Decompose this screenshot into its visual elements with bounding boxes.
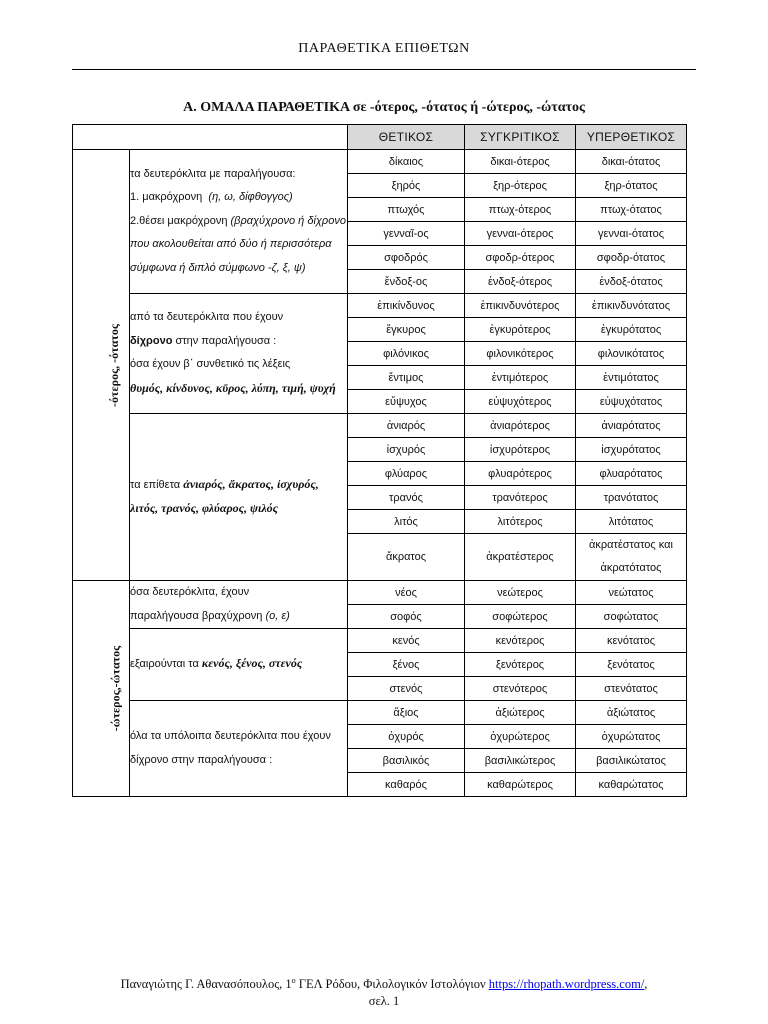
comparative-cell: ἀνιαρότερος <box>465 414 576 438</box>
comparative-cell: φιλονικότερος <box>465 342 576 366</box>
comparative-cell: ἐντιμότερος <box>465 366 576 390</box>
comparative-cell: ἰσχυρότερος <box>465 438 576 462</box>
comparative-cell: σοφώτερος <box>465 605 576 629</box>
superlative-cell: φλυαρότατος <box>576 462 687 486</box>
positive-cell: δίκαιος <box>348 150 465 174</box>
column-header-superlative: ΥΠΕΡΘΕΤΙΚΟΣ <box>576 125 687 150</box>
group-label-oteros: -ότερος, -ότατος <box>73 150 130 581</box>
comparative-cell: καθαρώτερος <box>465 773 576 797</box>
superlative-cell: γενναι-ότατος <box>576 222 687 246</box>
superlative-cell: ξηρ-ότατος <box>576 174 687 198</box>
comparative-cell: πτωχ-ότερος <box>465 198 576 222</box>
table-row <box>73 701 687 725</box>
rule-description: εξαιρούνται τα κενός, ξένος, στενός <box>130 629 348 701</box>
rule-description: όσα δευτερόκλιτα, έχουν παραλήγουσα βραχύχρονη (ο, ε) <box>130 581 348 629</box>
blog-link[interactable]: https://rhopath.wordpress.com/ <box>488 977 645 992</box>
comparative-cell: ἀκρατέστερος <box>465 534 576 581</box>
comparative-cell: στενότερος <box>465 677 576 701</box>
comparative-cell: ἐγκυρότερος <box>465 318 576 342</box>
positive-cell: ἀνιαρός <box>348 414 465 438</box>
table-row <box>73 150 687 174</box>
adjective-table <box>72 124 687 797</box>
superlative-cell: στενότατος <box>576 677 687 701</box>
superlative-cell: ὀχυρώτατος <box>576 725 687 749</box>
comparative-cell: ἐνδοξ-ότερος <box>465 270 576 294</box>
positive-cell: νέος <box>348 581 465 605</box>
comparative-cell: ἐπικινδυνότερος <box>465 294 576 318</box>
superlative-cell: δικαι-ότατος <box>576 150 687 174</box>
table-header-row <box>73 125 687 150</box>
positive-cell: τρανός <box>348 486 465 510</box>
table-row <box>73 581 687 605</box>
rule-description: τα δευτερόκλιτα με παραλήγουσα: 1. μακρόχρονη (η, ω, δίφθογγος) 2.θέσει μακρόχρονη (βραχύχρονο ή δίχρονο που ακολουθείται από δύο ή περισσότερα σύμφωνα ή διπλό σύμφωνο -ζ, ξ, ψ) <box>130 150 348 294</box>
comparative-cell: δικαι-ότερος <box>465 150 576 174</box>
comparative-cell: γενναι-ότερος <box>465 222 576 246</box>
positive-cell: σοφός <box>348 605 465 629</box>
positive-cell: πτωχός <box>348 198 465 222</box>
column-header-positive: ΘΕΤΙΚΟΣ <box>348 125 465 150</box>
superlative-cell: ἀκρατέστατος και ἀκρατότατος <box>576 534 687 581</box>
comparative-cell: ξηρ-ότερος <box>465 174 576 198</box>
positive-cell: ἐπικίνδυνος <box>348 294 465 318</box>
superlative-cell: ἰσχυρότατος <box>576 438 687 462</box>
table-row <box>73 414 687 438</box>
comparative-cell: σφοδρ-ότερος <box>465 246 576 270</box>
positive-cell: γενναῖ-ος <box>348 222 465 246</box>
table-row <box>73 294 687 318</box>
positive-cell: στενός <box>348 677 465 701</box>
positive-cell: ἄξιος <box>348 701 465 725</box>
comparative-cell: νεώτερος <box>465 581 576 605</box>
positive-cell: ἔγκυρος <box>348 318 465 342</box>
positive-cell: ἔντιμος <box>348 366 465 390</box>
superlative-cell: σοφώτατος <box>576 605 687 629</box>
superlative-cell: λιτότατος <box>576 510 687 534</box>
superlative-cell: ἐπικινδυνότατος <box>576 294 687 318</box>
comparative-cell: ὀχυρώτερος <box>465 725 576 749</box>
comparative-cell: κενότερος <box>465 629 576 653</box>
comparative-cell: φλυαρότερος <box>465 462 576 486</box>
superlative-cell: βασιλικώτατος <box>576 749 687 773</box>
superlative-cell: νεώτατος <box>576 581 687 605</box>
section-title: Α. ΟΜΑΛΑ ΠΑΡΑΘΕΤΙΚΑ σε -ότερος, -ότατος ή -ώτερος, -ώτατος <box>183 100 585 115</box>
positive-cell: ὀχυρός <box>348 725 465 749</box>
page-title: ΠΑΡΑΘΕΤΙΚΑ ΕΠΙΘΕΤΩΝ <box>298 41 470 56</box>
superlative-cell: ἀξιώτατος <box>576 701 687 725</box>
superlative-cell: ξενότατος <box>576 653 687 677</box>
superlative-cell: ἀνιαρότατος <box>576 414 687 438</box>
superlative-cell: εὐψυχότατος <box>576 390 687 414</box>
superlative-cell: ἐγκυρότατος <box>576 318 687 342</box>
superlative-cell: φιλονικότατος <box>576 342 687 366</box>
superlative-cell: σφοδρ-ότατος <box>576 246 687 270</box>
rule-description: τα επίθετα ἀνιαρός, ἄκρατος, ἰσχυρός, λιτός, τρανός, φλύαρος, ψιλός <box>130 414 348 581</box>
header-blank-cell <box>73 125 348 150</box>
superlative-cell: πτωχ-ότατος <box>576 198 687 222</box>
positive-cell: φιλόνικος <box>348 342 465 366</box>
rule-description: όλα τα υπόλοιπα δευτερόκλιτα που έχουν δίχρονο στην παραλήγουσα : <box>130 701 348 797</box>
positive-cell: λιτός <box>348 510 465 534</box>
superlative-cell: καθαρώτατος <box>576 773 687 797</box>
positive-cell: ξένος <box>348 653 465 677</box>
positive-cell: βασιλικός <box>348 749 465 773</box>
positive-cell: κενός <box>348 629 465 653</box>
superlative-cell: κενότατος <box>576 629 687 653</box>
table-row <box>73 629 687 653</box>
comparative-cell: βασιλικώτερος <box>465 749 576 773</box>
column-header-comparative: ΣΥΓΚΡΙΤΙΚΟΣ <box>465 125 576 150</box>
page-footer: Παναγιώτης Γ. Αθανασόπουλος, $1^o$ ΓΕΛ Ρόδου, Φιλολογικόν Ιστολόγιον https://rhopath.wordpress.com/, σελ. 1 <box>120 976 648 1009</box>
page-number: σελ. 1 <box>368 994 400 1009</box>
superlative-cell: τρανότατος <box>576 486 687 510</box>
positive-cell: εὔψυχος <box>348 390 465 414</box>
positive-cell: ξηρός <box>348 174 465 198</box>
comparative-cell: εὐψυχότερος <box>465 390 576 414</box>
comparative-cell: λιτότερος <box>465 510 576 534</box>
comparative-cell: τρανότερος <box>465 486 576 510</box>
positive-cell: ἔνδοξ-ος <box>348 270 465 294</box>
positive-cell: ἄκρατος <box>348 534 465 581</box>
superlative-cell: ἐντιμότατος <box>576 366 687 390</box>
positive-cell: ἰσχυρός <box>348 438 465 462</box>
rule-description: από τα δευτερόκλιτα που έχουν δίχρονο στην παραλήγουσα : όσα έχουν β΄ συνθετικό τις λέξεις θυμός, κίνδυνος, κῦρος, λύπη, τιμή, ψυχή <box>130 294 348 414</box>
positive-cell: καθαρός <box>348 773 465 797</box>
positive-cell: φλύαρος <box>348 462 465 486</box>
group-label-oteros-omega: -ώτερος,-ώτατος <box>73 581 130 797</box>
header-rule <box>72 69 696 70</box>
superlative-cell: ἐνδοξ-ότατος <box>576 270 687 294</box>
comparative-cell: ξενότερος <box>465 653 576 677</box>
comparative-cell: ἀξιώτερος <box>465 701 576 725</box>
positive-cell: σφοδρός <box>348 246 465 270</box>
